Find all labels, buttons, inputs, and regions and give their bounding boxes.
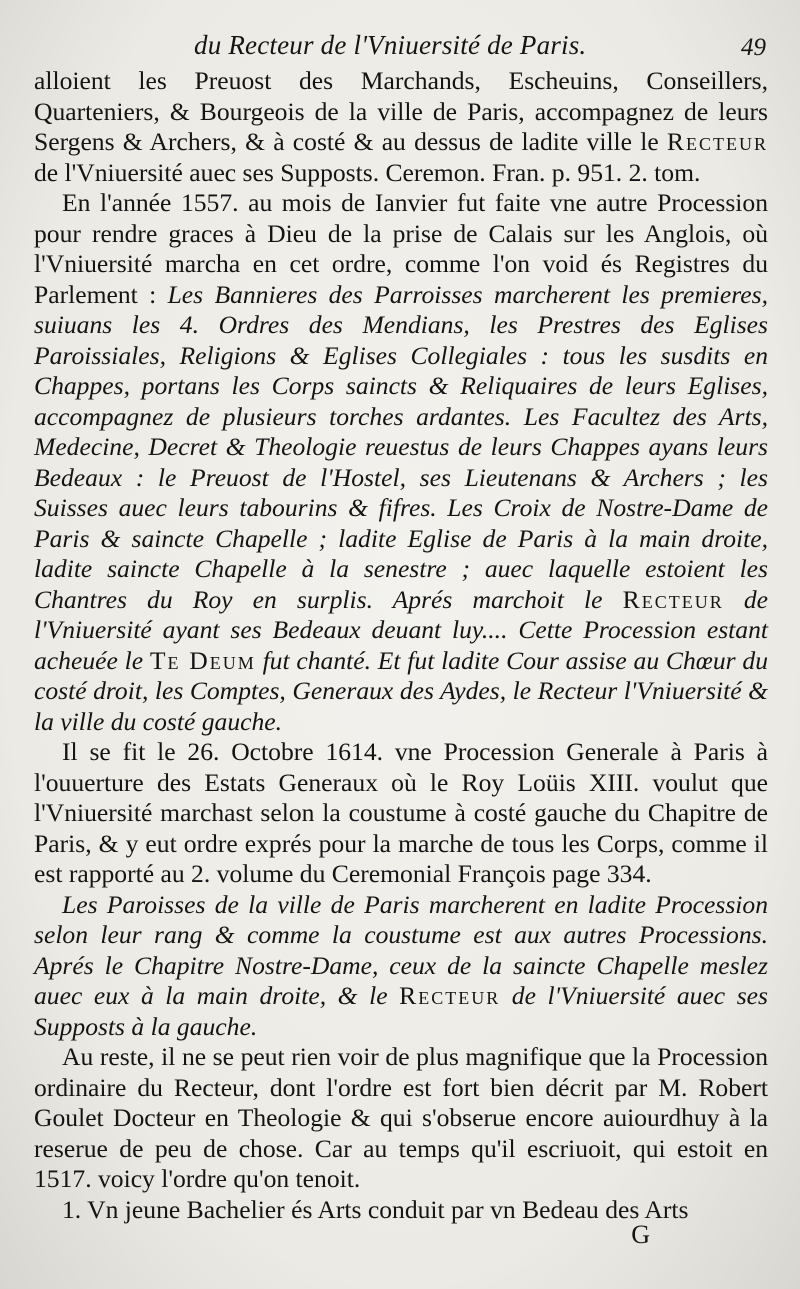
running-title: du Recteur de l'Vniuersité de Paris. — [194, 30, 587, 60]
text-run: de l'Vniuersité ayant ses Bedeaux deuant luy.... Cette Procession estant acheuée le — [34, 584, 768, 675]
text-run: Les Paroisses de la ville de Paris marcherent en ladite Procession selon leur rang & comme la coustume est aux autres Processions. Aprés le Chapitre Nostre-Dame, ceux de la saincte Chapelle meslez auec eux à la main droite, & le — [34, 889, 768, 1010]
running-head — [34, 22, 768, 66]
page-number: 49 — [741, 34, 766, 61]
paragraph-p4 — [34, 890, 768, 1043]
text-run: Les Bannieres des Parroisses marcherent les premieres, suiuans les 4. Ordres des Mendians, les Prestres des Eglises Paroissiales, Religions & Eglises Collegiales : tous les susdits en Chappes, portans les Corps saincts & Reliquaires de leurs Eglises, accompagnez de plusieurs torches ardantes. Les Facultez des Arts, Medecine, Decret & Theologie reuestus de leurs Chappes ayans leurs Bedeaux : le Preuost de l'Hostel, ses Lieutenans & Archers ; les Suisses auec leurs tabourins & fifres. Les Croix de Nostre-Dame de Paris & saincte Chapelle ; ladite Eglise de Paris à la main droite, ladite saincte Chapelle à la senestre ; auec laquelle estoient les Chantres du Roy en surplis. Aprés marchoit le — [34, 279, 769, 614]
text-run: 1. Vn jeune Bachelier és Arts conduit par vn Bedeau des Arts — [62, 1194, 689, 1224]
paragraph-p3 — [34, 737, 768, 890]
text-run: En l'année 1557. au mois de Ianvier fut faite vne autre Procession pour rendre graces à Dieu de la prise de Calais sur les Anglois, où l'Vniuersité marcha en cet ordre, comme l'on void és Registres du Parlement : — [34, 188, 768, 309]
text-run: Te Deum — [149, 645, 256, 675]
text-run: Il se fit le 26. Octobre 1614. vne Procession Generale à Paris à l'ouuerture des Estats Generaux où le Roy Loüis XIII. voulut que l'Vniuersité marchast selon la coustume à costé gauche du Chapitre de Paris, & y eut ordre exprés pour la marche de tous les Corps, comme il est rapporté au 2. volume du Ceremonial François page 334. — [34, 737, 768, 888]
text-run: Recteur — [622, 584, 724, 614]
text-run: Recteur — [666, 127, 768, 156]
paragraph-p2 — [34, 188, 768, 737]
text-run: de l'Vniuersité auec ses Supposts à la gauche. — [34, 981, 768, 1041]
text-run: de l'Vniuersité auec ses Supposts. Ceremon. Fran. p. 951. 2. tom. — [34, 157, 701, 187]
signature-mark: G — [631, 1220, 650, 1249]
text-run: alloient les Preuost des Marchands, Escheuins, Conseillers, Quarteniers, & Bourgeois de la ville de Paris, accompagnez de leurs Sergens & Archers, & à costé & au dessus de ladite ville le — [34, 66, 768, 156]
paragraph-p5 — [34, 1042, 768, 1195]
body-text — [34, 66, 768, 1225]
text-run: Recteur — [399, 981, 501, 1010]
paragraph-p6 — [34, 1195, 768, 1226]
text-run: fut chanté. Et fut ladite Cour assise au Chœur du costé droit, les Comptes, Generaux des Aydes, le Recteur l'Vniuersité & la ville du costé gauche. — [34, 645, 768, 736]
paragraph-p1 — [34, 66, 768, 188]
text-run: Au reste, il ne se peut rien voir de plus magnifique que la Procession ordinaire du Recteur, dont l'ordre est fort bien décrit par M. Robert Goulet Docteur en Theologie & qui s'obserue encore auiourdhuy à la reserue de peu de chose. Car au temps qu'il escriuoit, qui estoit en 1517. voicy l'ordre qu'on tenoit. — [34, 1042, 768, 1193]
